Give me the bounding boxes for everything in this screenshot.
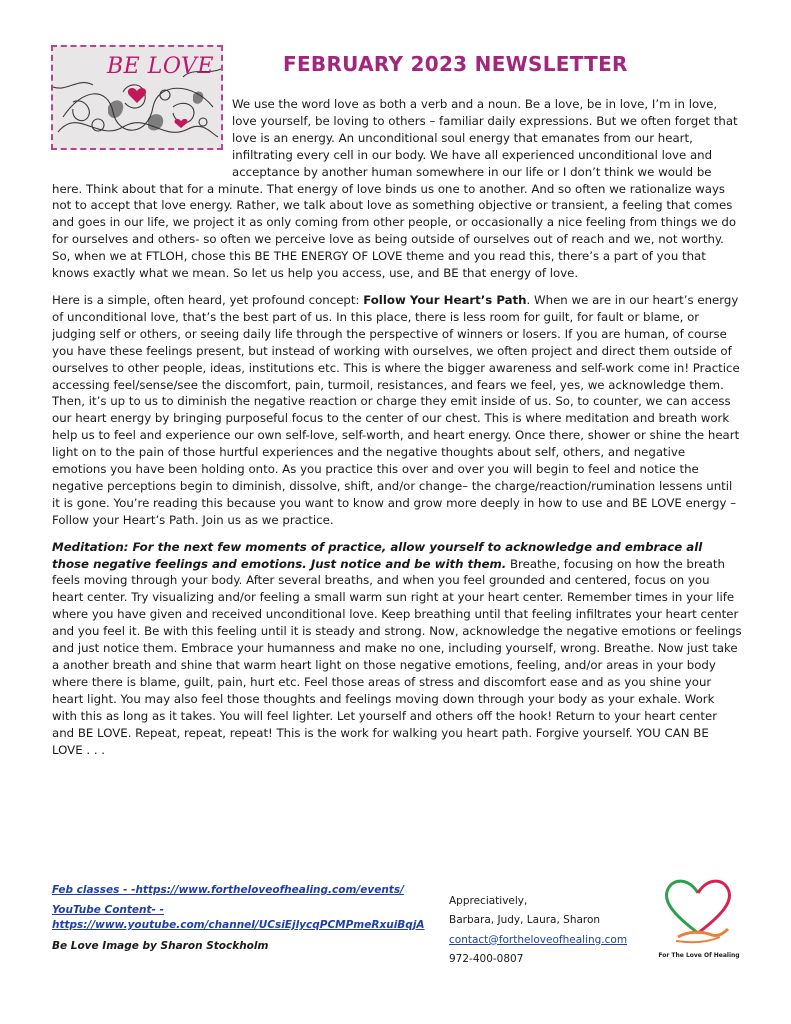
logo-caption: For The Love Of Healing: [658, 952, 740, 959]
newsletter-body: [52, 96, 742, 768]
paragraph-heart-path-rest: . When we are in our heart’s energy of unconditional love, that’s the best part of us. In this place, there is less room for guilt, for fault or blame, or judging self or others, or seeing daily life through the perspective of winners or losers. If you are human, of course you have these feelings present, but instead of working with ourselves, we often project and direct them outside of ourselves to other people, ideas, institutions etc. This is where the bigger awareness and self-work come in! Practice accessing feel/sense/see the discomfort, pain, turmoil, resistances, and fears we feel, yes, we acknowledge them. Then, it’s up to us to diminish the negative reaction or charge they emit inside of us. So, to counter, we can access our heart energy by bringing purposeful focus to the center of our chest. This is where meditation and breath work help us to feel and experience our own self-love, self-worth, and heart energy. Once there, shower or shine the heart light on to the pain of those hurtful experiences and the negative thoughts about self, others, and negative emotions you have been holding onto. As you practice this over and over you will begin to feel and notice the negative perceptions begin to diminish, dissolve, shift, and/or change– the charge/reaction/rumination lessens until it is gone. You’re reading this because you want to know and grow more deeply in how to use and BE LOVE energy – Follow your Heart’s Path. Join us as we practice.: [52, 292, 740, 527]
paragraph-heart-path-intro: Here is a simple, often heard, yet profound concept:: [52, 292, 364, 307]
signature-closing: Appreciatively,: [449, 895, 528, 907]
image-wrap-spacer: [52, 96, 232, 166]
contact-phone: 972-400-0807: [449, 953, 524, 966]
meditation-heading: Meditation: For the next few moments of practice, allow yourself to acknowledge and embrace all those negative feelings and emotions. Just notice and be with them.: [52, 539, 703, 571]
paragraph-meditation: [52, 539, 742, 759]
links-section: [52, 883, 425, 954]
heart-hand-logo: [654, 871, 742, 951]
paragraph-love-energy: We use the word love as both a verb and a noun. Be a love, be in love, I’m in love, love yourself, be loving to others – familiar daily expressions. But we often forget that love is an energy. An unconditional soul energy that emanates from our heart, infiltrating every cell in our body. We have all experienced unconditional love and acceptance by another human somewhere in our life or I don’t think we would be here. Think about that for a minute. That energy of love binds us one to another. And so often we rationalize ways not to accept that love energy. Rather, we talk about love as something objective or transient, a feeling that comes and goes in our life, we project it as only coming from other people, or occasionally a nice feeling from things we do for ourselves and others- so often we perceive love as being outside of ourselves out of reach and we, not worthy. So, when we at FTLOH, chose this BE THE ENERGY OF LOVE theme and you read this, there’s a part of you that knows exactly what we mean. So let us help you access, use, and BE that energy of love.: [52, 97, 738, 281]
signature-names: Barbara, Judy, Laura, Sharon: [449, 914, 601, 927]
follow-your-hearts-path-phrase: Follow Your Heart’s Path: [363, 292, 527, 307]
youtube-link[interactable]: YouTube Content- -https://www.youtube.com/channel/UCsiEjlycqPCMPmeRxuiBqjA: [52, 904, 425, 931]
signature-block: [449, 892, 649, 970]
feb-classes-link[interactable]: Feb classes - -https://www.fortheloveofhealing.com/events/: [52, 884, 404, 896]
be-love-image-text: BE LOVE: [107, 54, 214, 79]
newsletter-title: FEBRUARY 2023 NEWSLETTER: [283, 52, 628, 76]
paragraph-heart-path: [52, 292, 742, 529]
image-credit: Be Love Image by Sharon Stockholm: [52, 940, 269, 952]
contact-email-link[interactable]: contact@fortheloveofhealing.com: [449, 933, 628, 946]
meditation-text: Breathe, focusing on how the breath feels moving through your body. After several breaths, and when you feel grounded and centered, focus on you heart center. Try visualizing and/or feeling a small warm sun right at your heart center. Remember times in your life where you have given and received unconditional love. Keep breathing until that feeling infiltrates your heart center and you feel it. Be with this feeling until it is steady and strong. Now, acknowledge the negative emotions or feelings and just notice them. Embrace your humanness and make no one, including yourself, wrong. Breathe. Now just take a another breath and shine that warm heart light on those negative emotions, feeling, and/or areas in your body where there is blame, guilt, pain, hurt etc. Feel those areas of stress and discomfort ease and as you shine your heart light. You may also feel those thoughts and feelings moving down through your body as your exhale. Work with this as long as it takes. You will feel lighter. Let yourself and others off the hook! Return to your heart center and BE LOVE. Repeat, repeat, repeat! This is the work for walking you heart path. Forgive yourself. YOU CAN BE LOVE . . .: [52, 556, 742, 757]
